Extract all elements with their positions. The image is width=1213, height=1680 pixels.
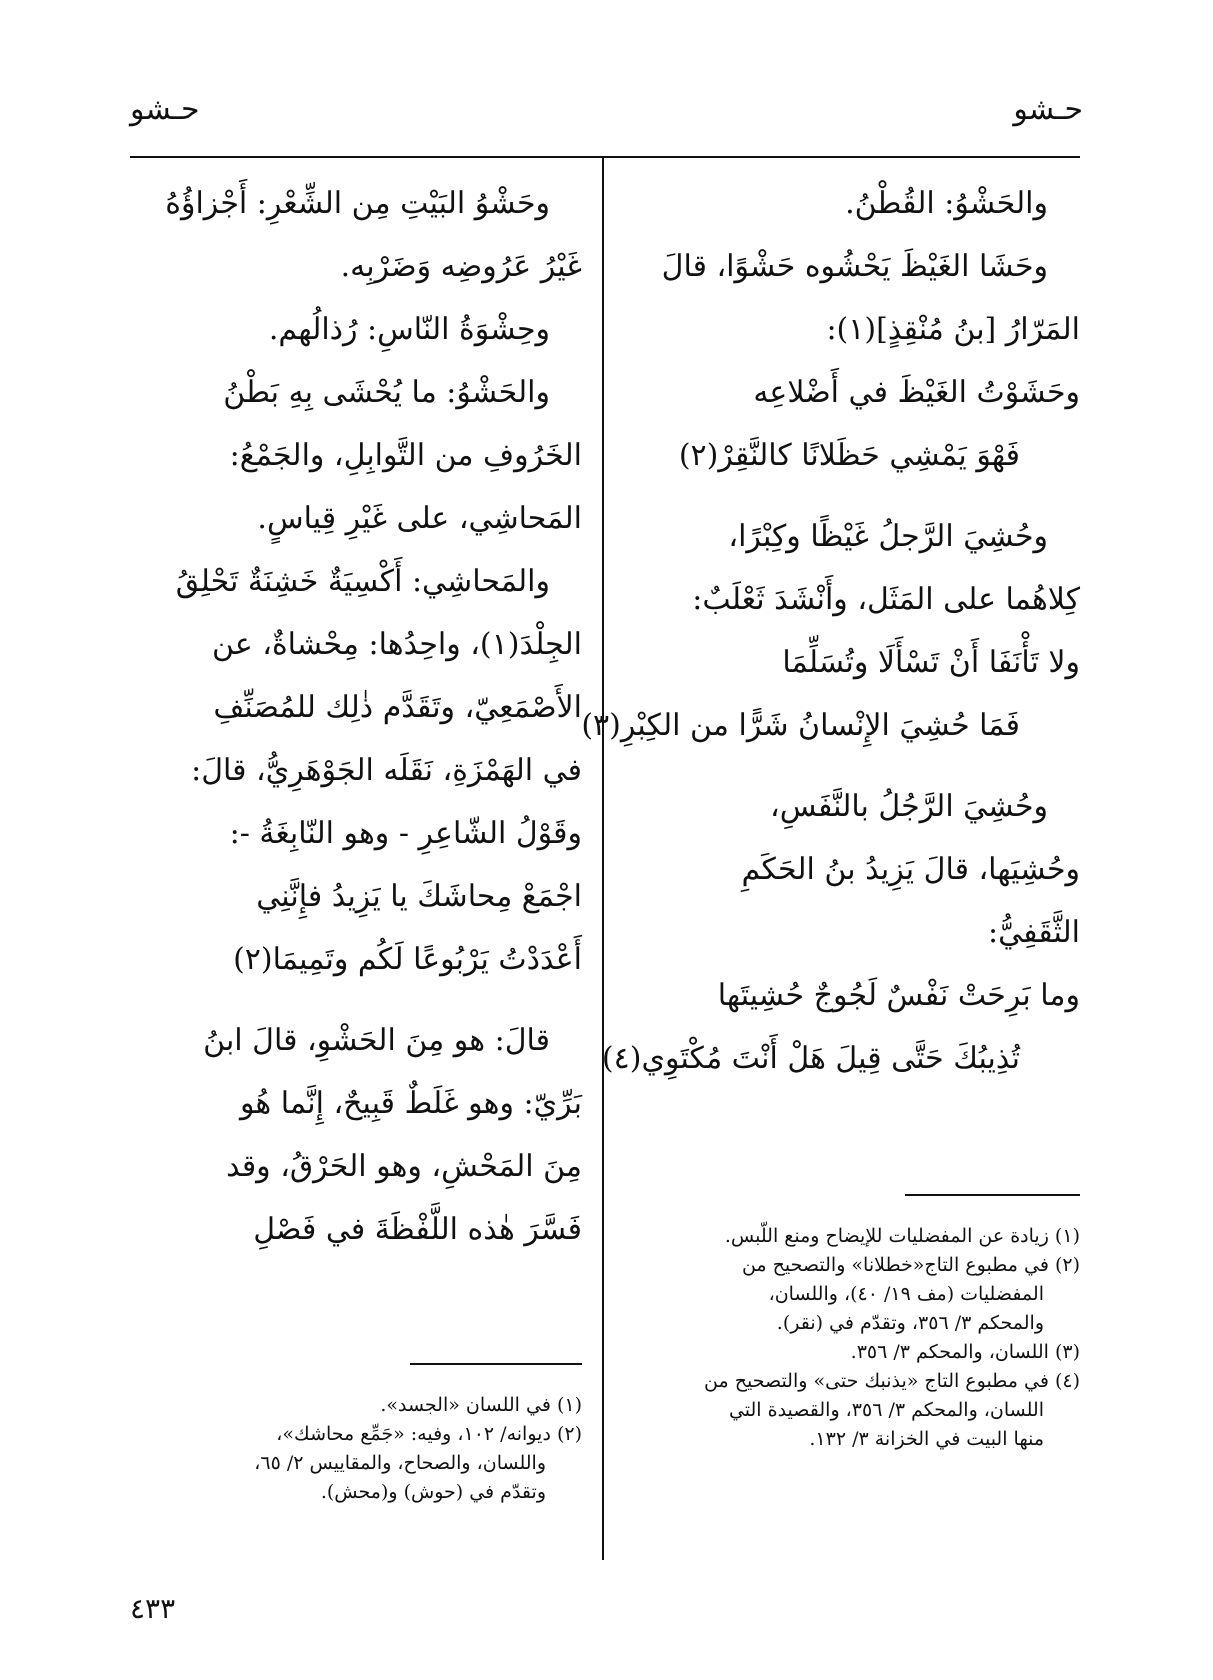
entry-line: في الهَمْزَةِ، نَقَلَه الجَوْهَرِيُّ، قالَ: — [191, 753, 582, 788]
right-column — [581, 172, 1080, 1090]
footnote-continuation: واللسان، والصحاح، والمقاييس ٢/ ٦٥، — [254, 1452, 546, 1474]
entry-line: وحُشِيَها، قالَ يَزِيدُ بنُ الحَكَمِ — [741, 852, 1080, 887]
footnote: (١) في اللسان «الجسد». — [380, 1394, 582, 1416]
entry-line: الثَّقَفِيُّ: — [988, 915, 1080, 950]
verse-line: فَهْوَ يَمْشِي حَظَلانًا كالنَّقِرْ(٢) — [678, 438, 1020, 473]
footnote-continuation: وتقدّم في (حوش) و(محش). — [320, 1481, 546, 1503]
entry-line: المَحاشِي، على غَيْرِ قِياسٍ. — [257, 501, 582, 536]
footnote: (٢) ديوانه/ ١٠٢، وفيه: «جَمِّع محاشك»، — [276, 1423, 582, 1445]
entry-line: مِنَ المَحْشِ، وهو الحَرْقُ، وقد — [226, 1149, 582, 1184]
entry-line: الخَرُوفِ من التَّوابِلِ، والجَمْعُ: — [229, 438, 582, 473]
entry-line: غَيْرُ عَرُوضِه وَضَرْبِه. — [340, 249, 582, 284]
footnote: (٢) في مطبوع التاج«خطلانا» والتصحيح من — [741, 1254, 1080, 1276]
verse-line: اجْمَعْ مِحاشَكَ يا يَزِيدُ فإِنَّنِي — [256, 879, 582, 914]
entry-line: وحَشْوُ البَيْتِ مِن الشِّعْرِ: أَجْزاؤُهُ — [165, 186, 550, 221]
entry-line: وقَوْلُ الشّاعِرِ - وهو النّابِغَةُ -: — [229, 816, 582, 851]
footnote: (٤) في مطبوع التاج «يذنبك حتى» والتصحيح من — [704, 1370, 1080, 1392]
entry-line: كِلاهُما على المَثَل، وأَنْشَدَ ثَعْلَبٌ: — [692, 582, 1080, 617]
entry-line: الأَصْمَعِيّ، وتَقَدَّم ذٰلِك للمُصَنِّفِ — [213, 690, 582, 725]
entry-line: قالَ: هو مِنَ الحَشْوِ، قالَ ابنُ — [203, 1023, 550, 1058]
entry-line: المَرّارُ [بنُ مُنْقِذٍ](١): — [826, 312, 1080, 347]
footnote-rule-right — [905, 1194, 1080, 1196]
entry-line: وحَشَا الغَيْظَ يَحْشُوه حَشْوًا، قالَ — [661, 249, 1048, 284]
entry-line: والمَحاشِي: أَكْسِيَةٌ خَشِنَةٌ تَحْلِقُ — [175, 564, 550, 599]
entry-line: الجِلْدَ(١)، واحِدُها: مِحْشاةٌ، عن — [211, 627, 582, 662]
footnote-rule-left — [410, 1363, 582, 1365]
verse-line: وحَشَوْتُ الغَيْظَ في أَضْلاعِه — [753, 375, 1080, 410]
footnote: (١) زيادة عن المفضليات للإيضاح ومنع اللّبس. — [724, 1225, 1080, 1247]
spacer — [625, 757, 1080, 775]
entry-line: وحُشِيَ الرَّجُلُ بالنَّفَسِ، — [770, 789, 1048, 824]
left-column — [130, 172, 582, 1261]
entry-line: والحَشْوُ: ما يُحْشَى بِهِ بَطْنُ — [223, 375, 550, 410]
footnote-continuation: المفضليات (مف ١٩/ ٤٠)، واللسان، — [768, 1283, 1044, 1305]
footnote: (٣) اللسان، والمحكم ٣/ ٣٥٦. — [850, 1341, 1080, 1363]
footnote-continuation: اللسان، والمحكم ٣/ ٣٥٦، والقصيدة التي — [728, 1399, 1044, 1421]
header-rule — [130, 156, 1080, 158]
footnotes-right — [625, 1222, 1080, 1454]
verse-line: تُذِيبُكَ حَتَّى قِيلَ هَلْ أَنْتَ مُكْتَوِي(٤) — [601, 1041, 1020, 1076]
spacer — [130, 991, 582, 1009]
entry-line: وحِشْوَةُ النّاسِ: رُذالُهم. — [268, 312, 550, 347]
verse-line: فَمَا حُشِيَ الإِنْسانُ شَرًّا من الكِبْرِ(٣) — [581, 708, 1020, 743]
entry-line: وحُشِيَ الرَّجلُ غَيْظًا وكِبْرًا، — [728, 519, 1048, 554]
entry-line: والحَشْوُ: القُطْنُ. — [845, 186, 1048, 221]
running-head-left: حـشو — [130, 92, 200, 127]
verse-line: ولا تَأْنَفَا أَنْ تَسْأَلَا وتُسَلِّمَا — [782, 645, 1080, 680]
column-divider — [602, 157, 604, 1560]
page-number: ٤٣٣ — [130, 1592, 176, 1625]
footnote-continuation: منها البيت في الخزانة ٣/ ١٣٢. — [809, 1428, 1044, 1450]
verse-line: أَعْدَدْتُ يَرْبُوعًا لَكُم وتَمِيمَا(٢) — [233, 942, 582, 977]
entry-line: بَرِّيّ: وهو غَلَطٌ قَبِيحٌ، إِنَّما هُو — [239, 1086, 582, 1121]
entry-line: فَسَّرَ هٰذه اللَّفْظَةَ في فَصْلِ — [253, 1212, 582, 1247]
spacer — [625, 487, 1080, 505]
running-head-right: حـشو — [1013, 92, 1083, 127]
footnote-continuation: والمحكم ٣/ ٣٥٦، وتقدّم في (نقر). — [776, 1312, 1044, 1334]
verse-line: وما بَرِحَتْ نَفْسٌ لَجُوجٌ حُشِيتَها — [717, 978, 1080, 1013]
footnotes-left — [130, 1391, 582, 1507]
